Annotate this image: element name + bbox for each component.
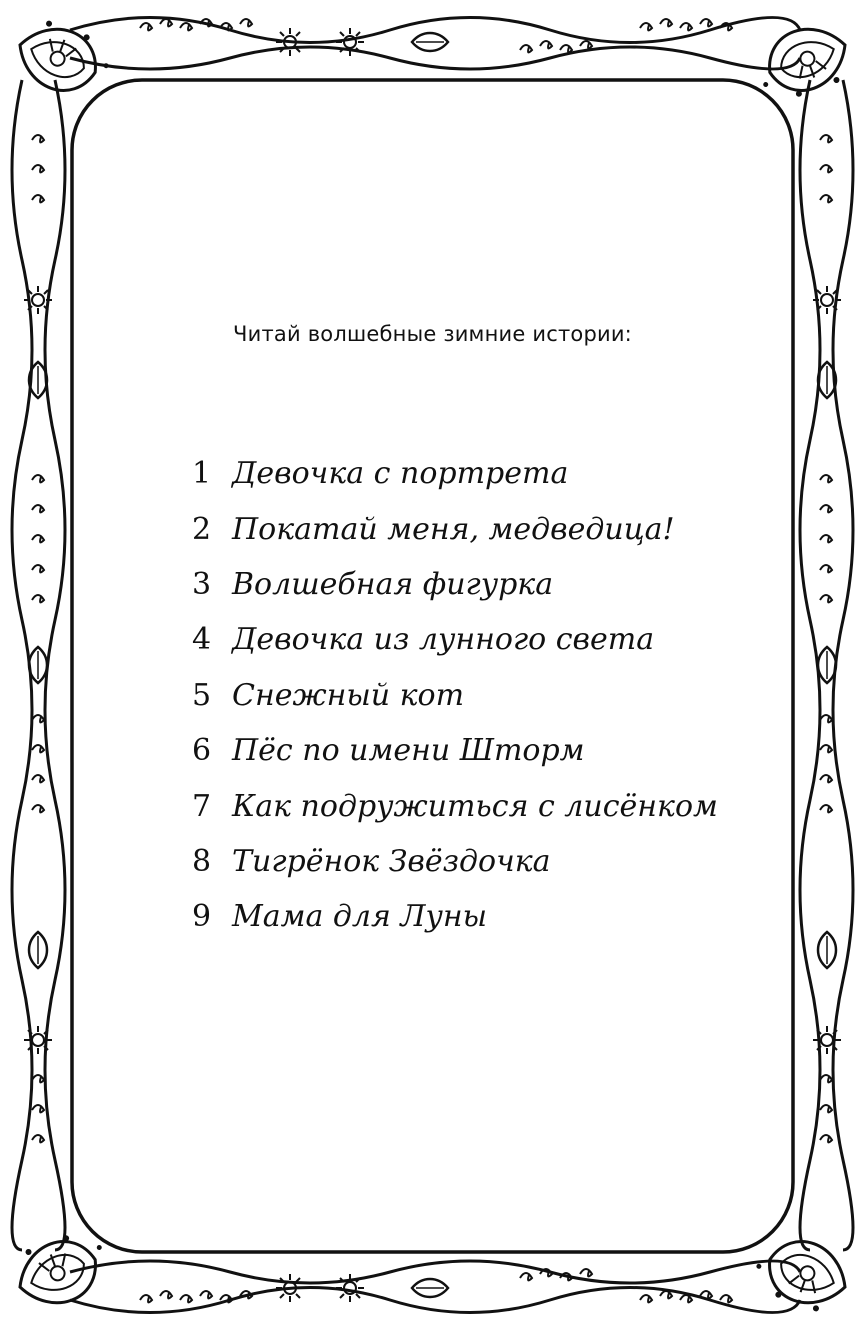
table-of-contents (192, 446, 718, 945)
item-number: 4 (192, 622, 212, 658)
list-item[interactable] (192, 668, 718, 723)
item-number: 3 (192, 566, 212, 602)
list-item[interactable] (192, 778, 718, 833)
item-title: Волшебная фигурка (232, 566, 554, 602)
item-number: 1 (192, 456, 212, 492)
item-number: 9 (192, 899, 212, 935)
item-title: Девочка из лунного света (232, 622, 655, 658)
item-title: Девочка с портрета (232, 456, 569, 492)
list-item[interactable] (192, 557, 718, 612)
item-number: 5 (192, 677, 212, 713)
item-title: Снежный кот (232, 677, 465, 713)
list-item[interactable] (192, 446, 718, 501)
item-number: 8 (192, 843, 212, 879)
item-title: Как подружиться с лисёнком (232, 788, 718, 824)
list-item[interactable] (192, 501, 718, 556)
item-number: 7 (192, 788, 212, 824)
item-number: 6 (192, 733, 212, 769)
page-heading: Читай волшебные зимние истории: (233, 322, 632, 346)
item-title: Покатай меня, медведица! (232, 511, 675, 547)
item-title: Тигрёнок Звёздочка (232, 843, 551, 879)
list-item[interactable] (192, 834, 718, 889)
item-title: Пёс по имени Шторм (232, 733, 585, 769)
list-item[interactable] (192, 612, 718, 667)
item-number: 2 (192, 511, 212, 547)
list-item[interactable] (192, 723, 718, 778)
item-title: Мама для Луны (232, 899, 488, 935)
list-item[interactable] (192, 889, 718, 944)
